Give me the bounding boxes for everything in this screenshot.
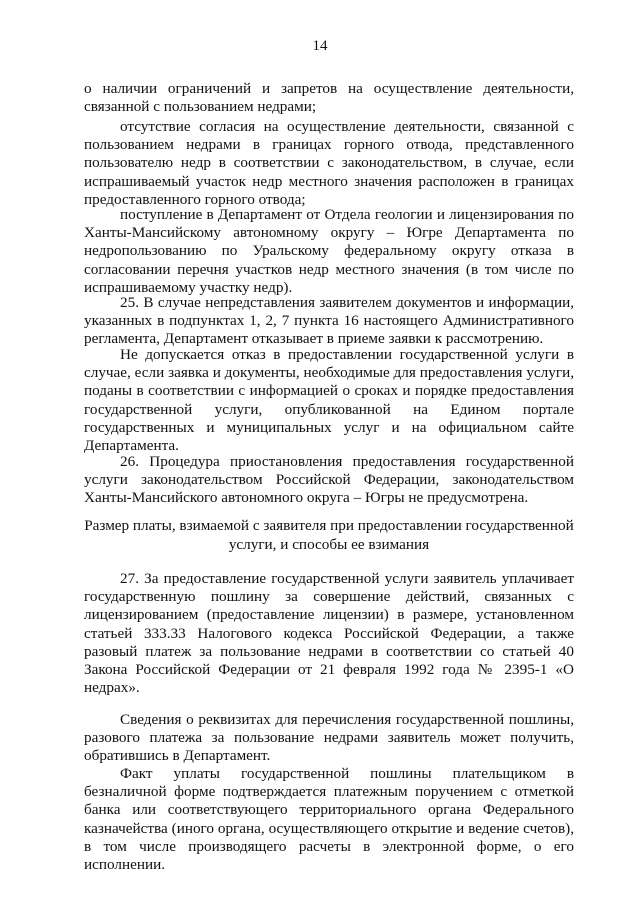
paragraph-no-refusal: Не допускается отказ в предоставлении государственной услуги в случае, если заявка и документы, необходимые для предоставления услуги, поданы в соответствии с информацией о сроках и порядке предоставления государственной услуги, опубликованной на Едином портале государственных и муниципальных услуг и на официальном сайте Департамента. xyxy=(84,346,574,455)
paragraph-25: 25. В случае непредставления заявителем документов и информации, указанных в подпунктах 1, 2, 7 пункта 16 настоящего Административного регламента, Департамент отказывает в приеме заявки к рассмотрению. xyxy=(84,294,574,348)
paragraph-27: 27. За предоставление государственной услуги заявитель уплачивает государственную пошлину за совершение действий, связанных с лицензированием (предоставление лицензии) в размере, установленном статьей 333.33 Налогового кодекса Российской Федерации, а также разовый платеж за пользование недрами в соответствии со статьей 40 Закона Российской Федерации от 21 февраля 1992 года № 2395-1 «О недрах». xyxy=(84,570,574,697)
paragraph-26: 26. Процедура приостановления предоставления государственной услуги законодательством Российской Федерации, законодательством Ханты-Мансийского автономного округа – Югры не предусмотрена. xyxy=(84,453,574,507)
paragraph-no-consent: отсутствие согласия на осуществление деятельности, связанной с пользованием недрами в границах горного отвода, представленного пользователю недр в соответствии с законодательством, в случае, если испрашиваемый участок недр местного значения расположен в границах предоставленного горного отвода; xyxy=(84,118,574,208)
paragraph-payment-fact: Факт уплаты государственной пошлины плательщиком в безналичной форме подтверждается платежным поручением с отметкой банка или соответствующего территориального органа Федерального казначейства (иного органа, осуществляющего открытие и ведение счетов), в том числе производящего расчеты в электронной форме, о его исполнении. xyxy=(84,765,574,874)
page-number: 14 xyxy=(312,38,328,54)
paragraph-refusal-receipt: поступление в Департамент от Отдела геологии и лицензирования по Ханты-Мансийскому автономному округу – Югре Департамента по недропользованию по Уральскому федеральному округу отказа в согласовании перечня участков недр местного значения (в том числе по испрашиваемому участку недр). xyxy=(84,206,574,296)
paragraph-restrictions: о наличии ограничений и запретов на осуществление деятельности, связанной с пользованием недрами; xyxy=(84,80,574,116)
section-heading: Размер платы, взимаемой с заявителя при предоставлении государственной услуги, и способы ее взимания xyxy=(84,517,574,553)
paragraph-requisites: Сведения о реквизитах для перечисления государственной пошлины, разового платежа за пользование недрами заявитель может получить, обратившись в Департамент. xyxy=(84,711,574,765)
